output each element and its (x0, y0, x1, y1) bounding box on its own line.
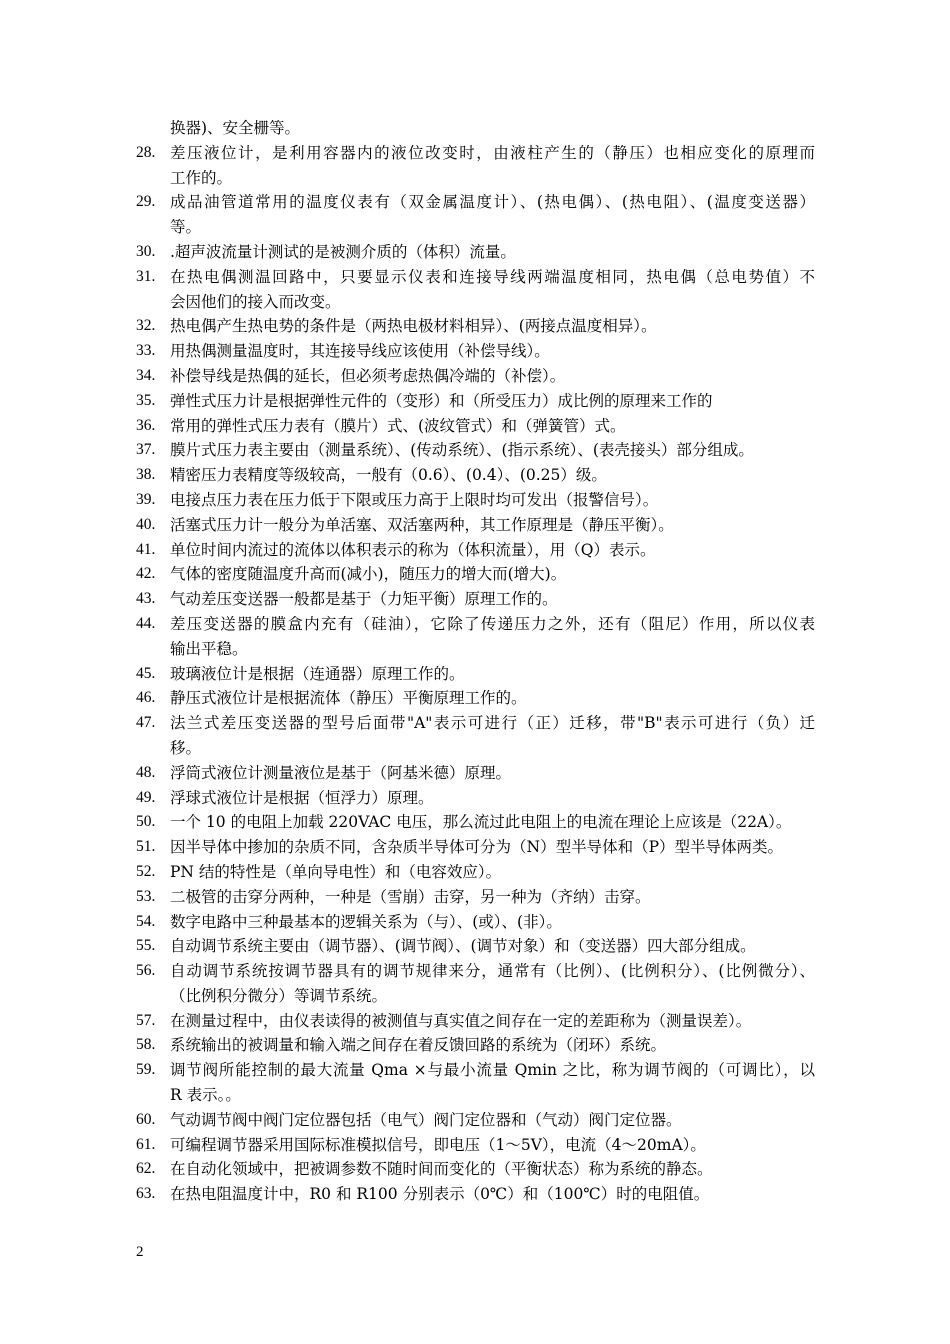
document-body (0, 116, 950, 1207)
item-number: 55. (136, 937, 156, 955)
list-item (0, 612, 950, 637)
list-item (0, 314, 950, 339)
item-text: 换器)、安全栅等。 (170, 119, 301, 137)
item-number: 62. (136, 1160, 156, 1178)
item-text: 热电偶产生热电势的条件是（两热电极材料相异）、(两接点温度相异）。 (170, 317, 657, 336)
item-text: 在热电偶测温回路中，只要显示仪表和连接导线两端温度相同，热电偶（总电势值）不 (170, 267, 815, 286)
list-item (0, 141, 950, 166)
item-text: 工作的。 (170, 168, 233, 187)
item-number: 58. (136, 1036, 156, 1054)
item-number: 33. (136, 342, 156, 360)
item-text: 因半导体中掺加的杂质不同，含杂质半导体可分为（N）型半导体和（P）型半导体两类。 (170, 838, 783, 857)
list-item (0, 1157, 950, 1182)
item-text: 常用的弹性式压力表有（膜片）式、(波纹管式）和（弹簧管）式。 (170, 416, 626, 435)
item-number: 35. (136, 391, 156, 409)
list-item (0, 686, 950, 711)
item-text: 差压液位计，是利用容器内的液位改变时，由液柱产生的（静压）也相应变化的原理而 (170, 143, 815, 162)
item-number: 31. (136, 267, 156, 285)
item-number: 29. (136, 193, 156, 211)
list-item (0, 488, 950, 513)
list-item (0, 860, 950, 885)
item-number: 52. (136, 862, 156, 880)
item-text: 弹性式压力计是根据弹性元件的（变形）和（所受压力）成比例的原理来工作的 (170, 391, 713, 410)
item-text: PN 结的特性是（单向导电性）和（电容效应）。 (170, 862, 502, 881)
item-number: 44. (136, 614, 156, 632)
item-text: 一个 10 的电阻上加载 220VAC 电压，那么流过此电阻上的电流在理论上应该是（22A）。 (170, 813, 792, 832)
list-item (0, 538, 950, 563)
item-text: .超声波流量计测试的是被测介质的（体积）流量。 (170, 242, 516, 261)
item-number: 59. (136, 1061, 156, 1079)
list-item-continuation (0, 166, 950, 191)
list-item (0, 240, 950, 265)
item-text: （比例积分微分）等调节系统。 (170, 986, 388, 1005)
item-text: 气动差压变送器一般都是基于（力矩平衡）原理工作的。 (170, 590, 558, 609)
item-number: 48. (136, 763, 156, 781)
list-item-continuation (0, 984, 950, 1009)
item-text: 成品油管道常用的温度仪表有（双金属温度计）、(热电偶）、(热电阻）、(温度变送器） (170, 193, 815, 212)
list-item-continuation (0, 736, 950, 761)
list-item (0, 1182, 950, 1207)
list-item (0, 1108, 950, 1133)
item-text: 气体的密度随温度升高而(减小)，随压力的增大而(增大)。 (170, 565, 567, 584)
item-number: 39. (136, 490, 156, 508)
item-text: 数字电路中三种最基本的逻辑关系为（与）、(或）、(非）。 (170, 912, 562, 931)
list-item-continuation (0, 215, 950, 240)
list-item (0, 1133, 950, 1158)
list-item (0, 662, 950, 687)
item-text: 等。 (170, 218, 202, 237)
item-text: 差压变送器的膜盒内充有（硅油），它除了传递压力之外，还有（阻尼）作用，所以仪表 (170, 614, 815, 633)
item-text: 在热电阻温度计中，R0 和 R100 分别表示（0℃）和（100℃）时的电阻值。 (170, 1185, 710, 1204)
item-text: 法兰式差压变送器的型号后面带"A"表示可进行（正）迁移，带"B"表示可进行（负）迁 (170, 714, 815, 733)
list-item (0, 562, 950, 587)
item-text: R 表示。。 (170, 1086, 241, 1105)
list-item (0, 934, 950, 959)
item-text: 二极管的击穿分两种，一种是（雪崩）击穿，另一种为（齐纳）击穿。 (170, 887, 651, 906)
list-item (0, 116, 950, 141)
list-item (0, 711, 950, 736)
item-number: 61. (136, 1135, 156, 1153)
item-number: 49. (136, 788, 156, 806)
list-item (0, 810, 950, 835)
list-item (0, 587, 950, 612)
list-item (0, 1058, 950, 1083)
item-number: 38. (136, 466, 156, 484)
item-number: 28. (136, 143, 156, 161)
item-number: 45. (136, 664, 156, 682)
item-number: 51. (136, 838, 156, 856)
item-number: 32. (136, 317, 156, 335)
item-text: 调节阀所能控制的最大流量 Qma ×与最小流量 Qmin 之比，称为调节阀的（可调比），以 (170, 1061, 815, 1080)
item-text: 输出平稳。 (170, 639, 248, 658)
item-number: 42. (136, 565, 156, 583)
list-item-continuation (0, 637, 950, 662)
item-text: 在测量过程中，由仪表读得的被测值与真实值之间存在一定的差距称为（测量误差）。 (170, 1011, 752, 1030)
item-number: 53. (136, 887, 156, 905)
list-item (0, 1009, 950, 1034)
item-number: 30. (136, 242, 156, 260)
item-text: 精密压力表精度等级较高，一般有（0.6）、(0.4）、(0.25）级。 (170, 466, 607, 485)
list-item (0, 513, 950, 538)
list-item (0, 786, 950, 811)
item-text: 自动调节系统按调节器具有的调节规律来分，通常有（比例）、(比例积分）、(比例微分）、 (170, 962, 815, 981)
item-number: 46. (136, 689, 156, 707)
item-text: 用热偶测量温度时，其连接导线应该使用（补偿导线）。 (170, 342, 550, 361)
list-item (0, 885, 950, 910)
item-number: 63. (136, 1185, 156, 1203)
item-text: 会因他们的接入而改变。 (170, 292, 341, 311)
item-number: 41. (136, 540, 156, 558)
item-number: 54. (136, 912, 156, 930)
item-number: 43. (136, 590, 156, 608)
item-text: 玻璃液位计是根据（连通器）原理工作的。 (170, 664, 465, 683)
item-text: 补偿导线是热偶的延长，但必须考虑热偶冷端的（补偿）。 (170, 366, 566, 385)
list-item (0, 190, 950, 215)
item-number: 36. (136, 416, 156, 434)
item-number: 50. (136, 813, 156, 831)
item-text: 自动调节系统主要由（调节器）、(调节阀）、(调节对象）和（变送器）四大部分组成。 (170, 937, 756, 956)
item-text: 单位时间内流过的流体以体积表示的称为（体积流量），用（Q）表示。 (170, 540, 656, 559)
item-text: 电接点压力表在压力低于下限或压力高于上限时均可发出（报警信号）。 (170, 490, 659, 509)
item-number: 40. (136, 515, 156, 533)
item-text: 可编程调节器采用国际标准模拟信号，即电压（1～5V），电流（4～20mA）。 (170, 1135, 706, 1154)
list-item (0, 463, 950, 488)
item-text: 浮球式液位计是根据（恒浮力）原理。 (170, 788, 434, 807)
item-number: 56. (136, 962, 156, 980)
list-item (0, 389, 950, 414)
item-text: 移。 (170, 738, 202, 757)
page-number: 2 (136, 1244, 144, 1260)
list-item-continuation (0, 290, 950, 315)
list-item-continuation (0, 1083, 950, 1108)
list-item (0, 265, 950, 290)
item-number: 60. (136, 1110, 156, 1128)
list-item (0, 835, 950, 860)
list-item (0, 1033, 950, 1058)
item-number: 47. (136, 714, 156, 732)
item-number: 34. (136, 366, 156, 384)
list-item (0, 364, 950, 389)
item-number: 57. (136, 1011, 156, 1029)
list-item (0, 339, 950, 364)
list-item (0, 910, 950, 935)
list-item (0, 438, 950, 463)
list-item (0, 761, 950, 786)
item-text: 气动调节阀中阀门定位器包括（电气）阀门定位器和（气动）阀门定位器。 (170, 1110, 682, 1129)
item-text: 膜片式压力表主要由（测量系统）、(传动系统）、(指示系统）、(表壳接头）部分组成。 (170, 441, 754, 460)
item-number: 37. (136, 441, 156, 459)
item-text: 在自动化领域中，把被调参数不随时间而变化的（平衡状态）称为系统的静态。 (170, 1160, 713, 1179)
item-text: 静压式液位计是根据流体（静压）平衡原理工作的。 (170, 689, 527, 708)
list-item (0, 414, 950, 439)
item-text: 活塞式压力计一般分为单活塞、双活塞两种，其工作原理是（静压平衡）。 (170, 515, 674, 534)
list-item (0, 959, 950, 984)
item-text: 浮筒式液位计测量液位是基于（阿基米德）原理。 (170, 763, 512, 782)
item-text: 系统输出的被调量和输入端之间存在着反馈回路的系统为（闭环）系统。 (170, 1036, 667, 1055)
